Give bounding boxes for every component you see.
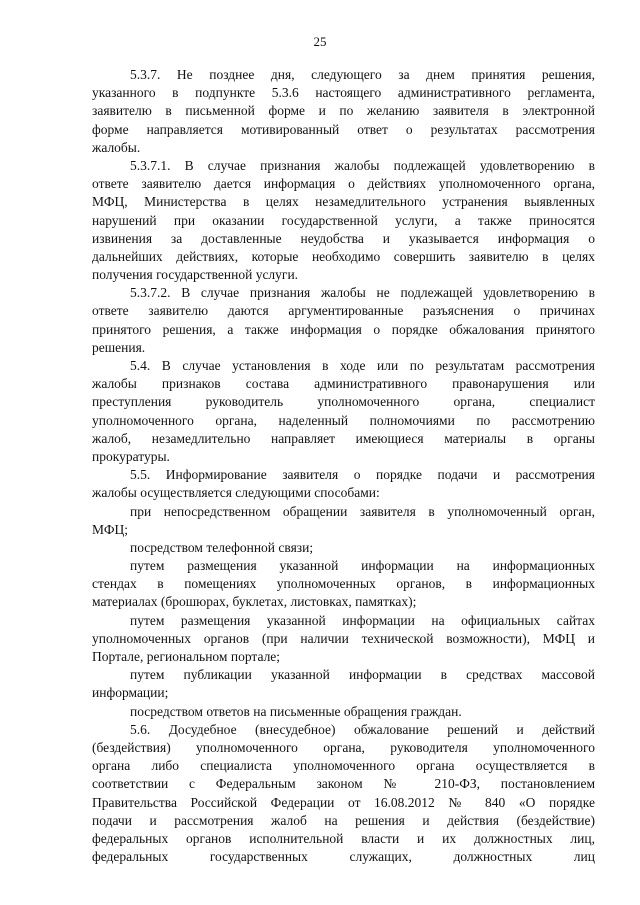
text-line: ответе заявителю дается информация о действиях уполномоченного органа, xyxy=(92,176,595,192)
text-line: извинения за доставленные неудобства и указывается информация о xyxy=(92,230,595,246)
text-line: жалобы осуществляется следующими способами: xyxy=(92,485,380,501)
text-line: нарушений при оказании государственной услуги, а также приносятся xyxy=(92,212,595,228)
text-line: получения государственной услуги. xyxy=(92,267,299,283)
text-line: (бездействия) уполномоченного органа, руководителя уполномоченного xyxy=(92,739,595,755)
text-line: посредством ответов на письменные обращения граждан. xyxy=(130,703,462,719)
page-number: 25 xyxy=(313,34,327,49)
text-line: указанного в подпункте 5.3.6 настоящего административного регламента, xyxy=(92,85,595,101)
text-line: преступления руководитель уполномоченного органа, специалист xyxy=(92,394,595,410)
paragraph-5-5-e xyxy=(92,666,595,702)
paragraph-5-3-7 xyxy=(92,66,595,157)
text-line: материалах (брошюрах, буклетах, листовках, памятках); xyxy=(92,594,417,610)
text-line: жалобы признаков состава административного правонарушения или xyxy=(92,376,595,392)
text-line: дальнейших действиях, которые необходимо совершить заявителю в целях xyxy=(92,248,595,264)
text-line: заявителю в письменной форме и по желанию заявителя в электронной xyxy=(92,103,595,119)
text-line: подачи и рассмотрения жалоб на решения и действия (бездействие) xyxy=(92,812,595,828)
text-line: 5.3.7.2. В случае признания жалобы не подлежащей удовлетворению в xyxy=(130,285,595,301)
paragraph-5-4 xyxy=(92,357,595,466)
text-line: органа либо специалиста уполномоченного органа осуществляется в xyxy=(92,758,595,774)
paragraph-5-5-f xyxy=(92,703,595,721)
text-line: стендах в помещениях уполномоченных органов, в информационных xyxy=(92,576,595,592)
text-line: МФЦ; xyxy=(92,521,128,537)
text-line: жалоб, незамедлительно направляет имеющиеся материалы в органы xyxy=(92,430,595,446)
text-line: решения. xyxy=(92,339,146,355)
document-body xyxy=(92,66,595,866)
text-line: Портале, региональном портале; xyxy=(92,649,281,664)
text-line: жалобы. xyxy=(92,139,141,155)
text-line: федеральных органов исполнительной власти и их должностных лиц, xyxy=(92,830,595,846)
text-line: соответствии с Федеральным законом № 210-ФЗ, постановлением xyxy=(92,776,595,792)
text-line: при непосредственном обращении заявителя в уполномоченный орган, xyxy=(130,503,595,519)
text-line: путем размещения указанной информации на информационных xyxy=(130,558,595,574)
text-line: 5.3.7.1. В случае признания жалобы подлежащей удовлетворению в xyxy=(130,157,595,173)
text-line: Правительства Российской Федерации от 16.08.2012 № 840 «О порядке xyxy=(92,794,595,810)
paragraph-5-5-c xyxy=(92,557,595,612)
paragraph-5-6 xyxy=(92,721,595,867)
text-line: федеральных государственных служащих, должностных лиц xyxy=(92,849,595,865)
text-line: 5.3.7. Не позднее дня, следующего за днем принятия решения, xyxy=(130,67,595,82)
paragraph-5-5-b xyxy=(92,539,595,557)
text-line: ответе заявителю даются аргументированные разъяснения о причинах xyxy=(92,303,595,319)
text-line: посредством телефонной связи; xyxy=(130,539,314,555)
text-line: принятого решения, а также информация о порядке обжалования принятого xyxy=(92,321,595,337)
paragraph-5-3-7-1 xyxy=(92,157,595,284)
text-line: уполномоченных органов (при наличии технической возможности), МФЦ и xyxy=(92,630,595,646)
text-line: информации; xyxy=(92,685,169,701)
paragraph-5-5-a xyxy=(92,503,595,539)
text-line: 5.6. Досудебное (внесудебное) обжалование решений и действий xyxy=(130,721,595,737)
text-line: прокуратуры. xyxy=(92,448,170,464)
text-line: путем размещения указанной информации на официальных сайтах xyxy=(130,612,595,628)
paragraph-5-5 xyxy=(92,466,595,502)
text-line: 5.4. В случае установления в ходе или по результатам рассмотрения xyxy=(130,358,595,373)
text-line: форме направляется мотивированный ответ о результатах рассмотрения xyxy=(92,121,595,137)
text-line: 5.5. Информирование заявителя о порядке подачи и рассмотрения xyxy=(130,467,595,483)
paragraph-5-3-7-2 xyxy=(92,284,595,357)
paragraph-5-5-d xyxy=(92,612,595,667)
text-line: МФЦ, Министерства в целях незамедлительного устранения выявленных xyxy=(92,194,595,210)
text-line: уполномоченного органа, наделенный полномочиями по рассмотрению xyxy=(92,412,595,428)
text-line: путем публикации указанной информации в средствах массовой xyxy=(130,667,595,683)
